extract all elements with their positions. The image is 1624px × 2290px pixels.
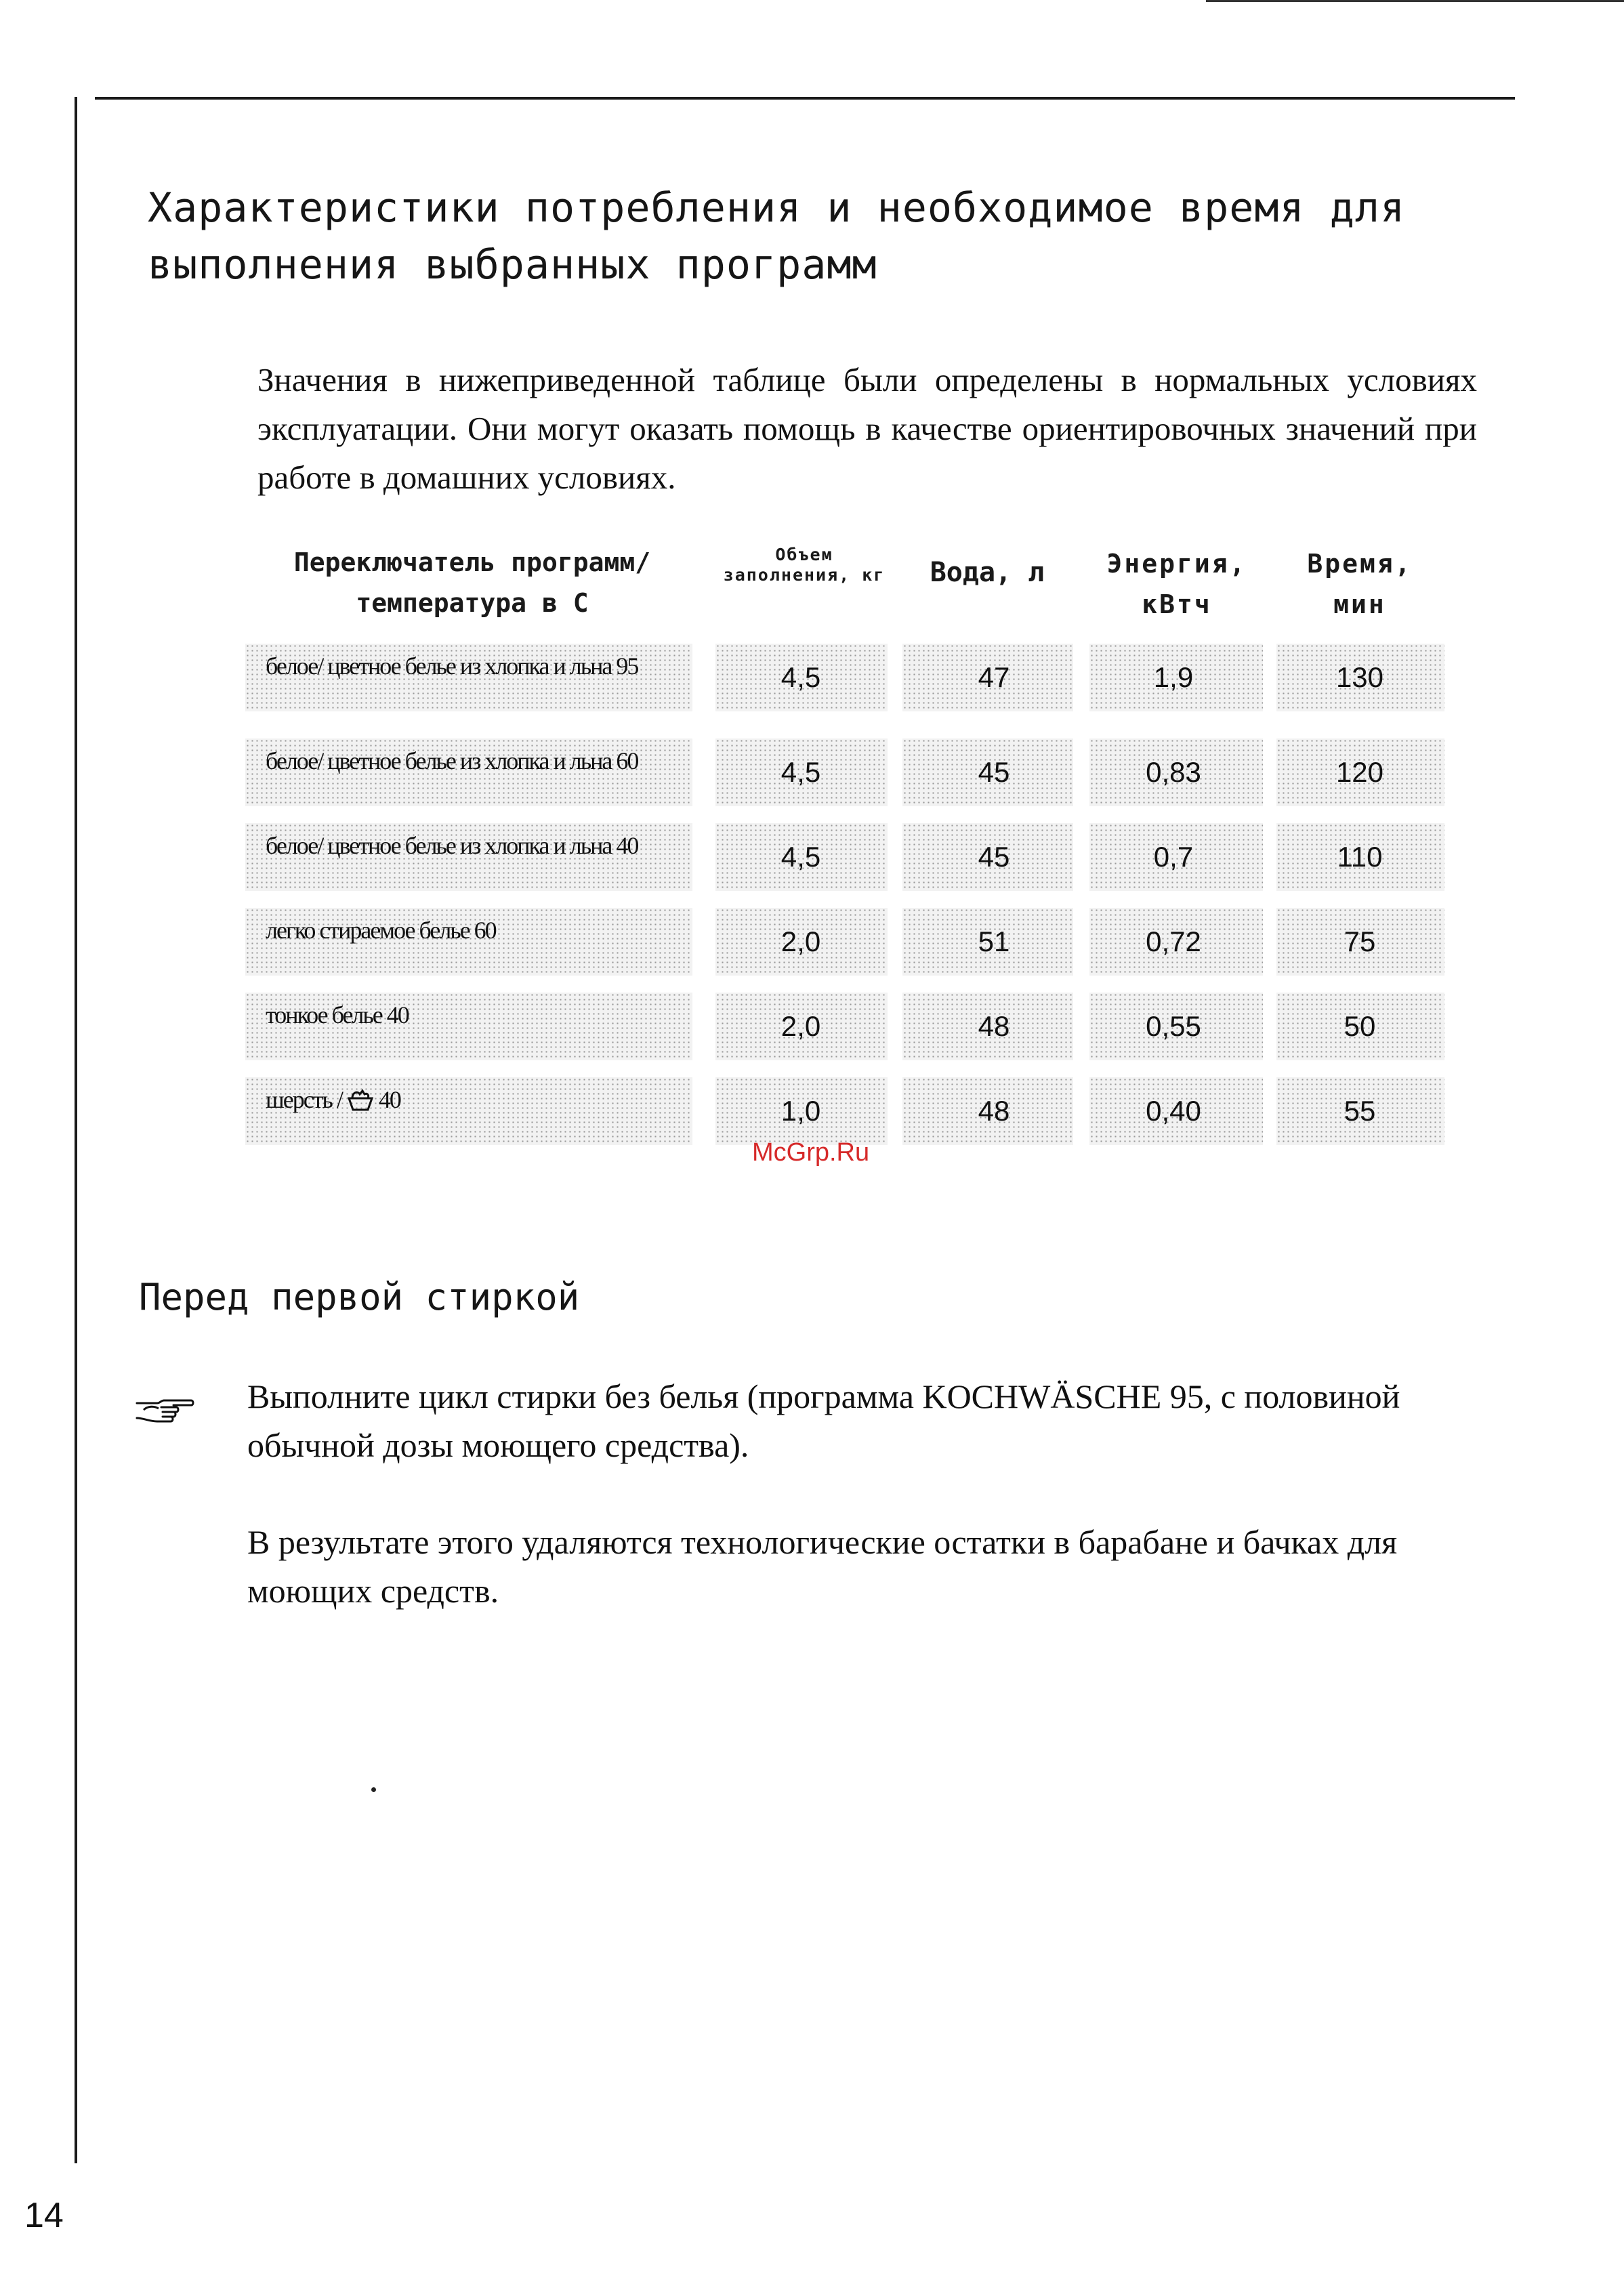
table-row [245, 908, 1444, 982]
water-value: 51 [978, 925, 1010, 957]
header-water: Вода, л [930, 557, 1045, 588]
hand-wash-icon [347, 1089, 374, 1112]
time-value: 120 [1335, 756, 1384, 788]
wool-prefix: шерсть / [266, 1086, 347, 1113]
program-label: тонкое белье 40 [266, 1001, 409, 1028]
pointing-hand-icon [134, 1392, 195, 1426]
energy-value: 1,9 [1153, 661, 1194, 693]
energy-value: 0,7 [1153, 841, 1194, 873]
water-value: 48 [978, 1010, 1010, 1042]
time-value: 130 [1335, 661, 1384, 693]
water-value: 47 [978, 661, 1010, 693]
table-row [245, 644, 1444, 718]
load-value: 4,5 [780, 841, 821, 873]
page-frame-left-rule [75, 97, 77, 2163]
time-value: 50 [1344, 1010, 1376, 1042]
consumption-table [245, 528, 1444, 1159]
header-time: Время, мин [1307, 549, 1413, 619]
time-value: 75 [1344, 925, 1376, 957]
page-frame-top-rule [95, 97, 1515, 100]
header-program: Переключатель программ/ температура в С [293, 547, 651, 618]
header-energy: Энергия, кВтч [1106, 549, 1247, 619]
intro-paragraph: Значения в нижеприведенной таблице были определены в нормальных условиях эксплуатации. Они могут оказать помощь в качестве ориентировочных значений при работе в домашних условиях. [257, 361, 1477, 496]
load-value: 2,0 [780, 925, 821, 957]
energy-value: 0,55 [1146, 1010, 1201, 1042]
table-row [245, 738, 1444, 813]
table-row [245, 993, 1444, 1067]
wool-temp: 40 [378, 1086, 400, 1113]
load-value: 1,0 [780, 1095, 821, 1127]
program-label [266, 1083, 699, 1117]
energy-value: 0,83 [1146, 756, 1201, 788]
table-row [245, 823, 1444, 898]
watermark: McGrp.Ru [752, 1138, 870, 1167]
instruction-paragraph: Выполните цикл стирки без белья (программа KOCHWÄSCHE 95, с половиной обычной дозы моющего средства). [247, 1377, 1400, 1464]
water-value: 45 [978, 841, 1010, 873]
top-right-edge-line [1206, 0, 1624, 2]
energy-value: 0,72 [1146, 925, 1201, 957]
program-label: белое/ цветное белье из хлопка и льна 40 [266, 832, 638, 859]
program-label: белое/ цветное белье из хлопка и льна 95 [266, 652, 638, 680]
section-title-consumption: Характеристики потребления и необходимое время для выполнения выбранных программ [148, 184, 1406, 289]
time-value: 55 [1344, 1095, 1376, 1127]
energy-value: 0,40 [1146, 1095, 1201, 1127]
result-paragraph: В результате этого удаляются технологические остатки в барабане и бачках для моющих средств. [247, 1523, 1398, 1610]
section-title-before-first-wash: Перед первой стиркой [139, 1276, 580, 1318]
program-label: легко стираемое белье 60 [266, 917, 496, 944]
load-value: 2,0 [780, 1010, 821, 1042]
water-value: 48 [978, 1095, 1010, 1127]
load-value: 4,5 [780, 756, 821, 788]
stray-dot [371, 1787, 376, 1792]
load-value: 4,5 [780, 661, 821, 693]
program-label: белое/ цветное белье из хлопка и льна 60 [266, 747, 638, 774]
page-number: 14 [24, 2196, 64, 2235]
time-value: 110 [1337, 841, 1383, 873]
header-load: Объем заполнения, кг [723, 545, 886, 585]
water-value: 45 [978, 756, 1010, 788]
